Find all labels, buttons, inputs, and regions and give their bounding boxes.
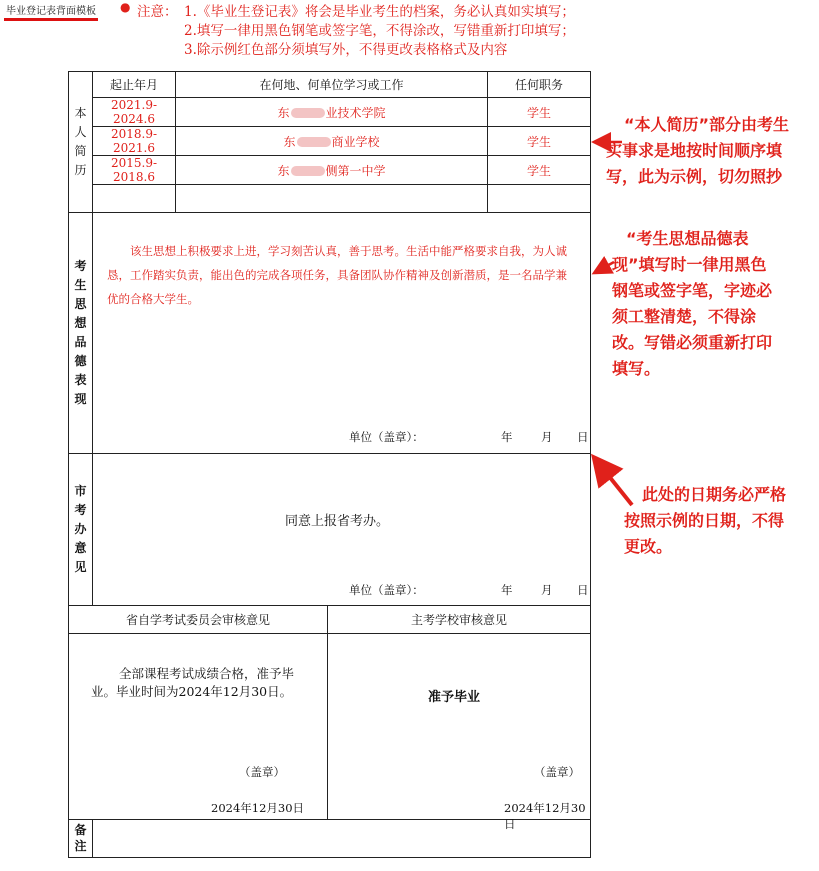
doc-template-tag: 毕业登记表背面模板 [4, 2, 98, 21]
resume-period[interactable]: 2021.9-2024.6 [93, 98, 176, 127]
resume-role[interactable]: 学生 [488, 127, 591, 156]
city-office-unit-label: 单位（盖章）： [349, 583, 424, 597]
province-review-date: 2024年12月30日 [211, 801, 305, 815]
col-header-role: 任何职务 [488, 72, 591, 98]
city-office-opinion: 同意上报省考办。 [285, 514, 390, 529]
province-review-title: 省自学考试委员会审核意见 [69, 606, 328, 634]
resume-section-label: 本人简历 [69, 72, 93, 213]
conduct-unit-label: 单位（盖章）： [349, 430, 424, 444]
resume-place[interactable]: 东 商业学校 [176, 127, 488, 156]
conduct-section-label: 考生思想品德表现 [69, 213, 93, 454]
date-arrow-icon [596, 460, 632, 505]
resume-role[interactable]: 学生 [488, 98, 591, 127]
notice-item-2: 2.填写一律用黑色钢笔或签字笔，不得涂改，写错重新打印填写； [184, 23, 575, 39]
conduct-text: 该生思想上积极要求上进，学习刻苦认真，善于思考。生活中能严格要求自我，为人诚恳，工作踏实负责，能出色的完成各项任务，具备团队协作精神及创新潜质，是一名品学兼优的合格大学生。 [107, 244, 567, 306]
resume-period[interactable]: 2018.9-2021.6 [93, 127, 176, 156]
city-office-year: 年 [501, 583, 513, 597]
conduct-note: “考生思想品德表 现”填写时一律用黑色 钢笔或签字笔，字迹必 须工整清楚，不得涂 改。写错必须重新打印 填写。 [612, 229, 773, 378]
conduct-day: 日 [577, 430, 589, 444]
school-review-title: 主考学校审核意见 [328, 606, 591, 634]
notice-lead: 注意： [137, 4, 178, 20]
notice-item-3: 3.除示例红色部分须填写外，不得更改表格格式及内容 [184, 42, 508, 58]
notice-item-1: 1.《毕业生登记表》将会是毕业考生的档案，务必认真如实填写； [184, 4, 575, 20]
resume-place[interactable]: 东 侧第一中学 [176, 156, 488, 185]
resume-place[interactable]: 东 业技术学院 [176, 98, 488, 127]
col-header-period: 起止年月 [93, 72, 176, 98]
conduct-arrow-icon [596, 262, 614, 272]
school-review-seal: （盖章） [534, 765, 580, 779]
school-review-text: 准予毕业 [428, 690, 481, 705]
province-review-text-1: 全部课程考试成绩合格，准予毕 [119, 666, 295, 681]
col-header-place: 在何地、何单位学习或工作 [176, 72, 488, 98]
resume-period[interactable]: 2015.9-2018.6 [93, 156, 176, 185]
school-review-date: 2024年12月30日 [504, 801, 586, 831]
city-office-section-label: 市考办意见 [69, 454, 93, 606]
conduct-month: 月 [541, 430, 553, 444]
city-office-month: 月 [541, 583, 553, 597]
resume-role[interactable]: 学生 [488, 156, 591, 185]
remarks-section-label: 备注 [69, 820, 93, 858]
city-office-day: 日 [577, 583, 589, 597]
province-review-text-2: 业。毕业时间为2024年12月30日。 [91, 684, 293, 699]
conduct-year: 年 [501, 430, 513, 444]
province-review-seal: （盖章） [239, 765, 285, 779]
bullet-dot-icon: ● [120, 0, 131, 14]
resume-note: “本人简历”部分由考生 实事求是地按时间顺序填 写，此为示例，切勿照抄 [606, 115, 790, 186]
date-note: 此处的日期务必严格 按照示例的日期，不得 更改。 [624, 485, 787, 556]
